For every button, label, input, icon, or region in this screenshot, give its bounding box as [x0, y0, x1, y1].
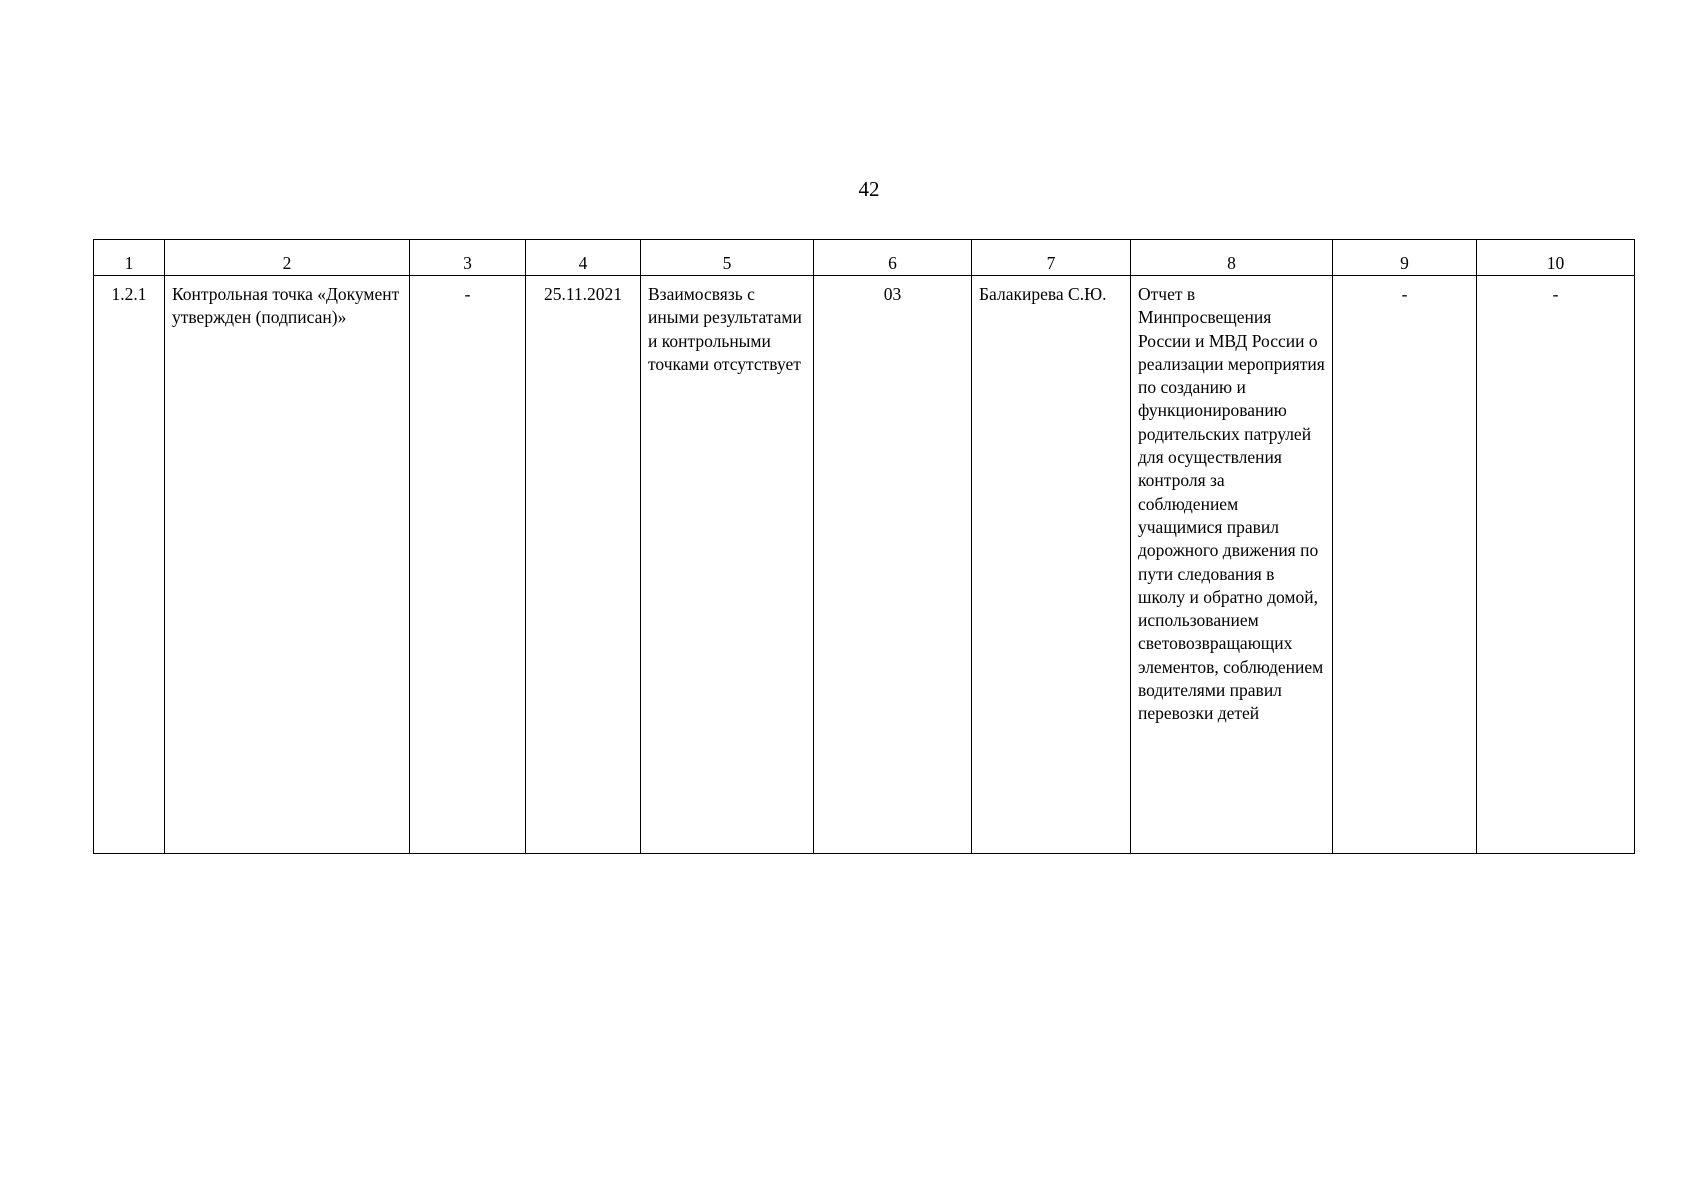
header-cell-10: 10 — [1477, 240, 1635, 276]
table-row — [94, 276, 1635, 854]
document-table — [93, 239, 1635, 854]
date-cell: 25.11.2021 — [526, 276, 641, 854]
code-cell: 03 — [814, 276, 972, 854]
cell-col-3: - — [410, 276, 526, 854]
report-description-cell: Отчет в Минпросвещения России и МВД России о реализации мероприятия по созданию и функционированию родительских патрулей для осуществления контроля за соблюдением учащимися правил дорожного движения по пути следования в школу и обратно домой, использованием световозвращающих элементов, соблюдением водителями правил перевозки детей — [1131, 276, 1333, 854]
header-cell-6: 6 — [814, 240, 972, 276]
table-header-row — [94, 240, 1635, 276]
responsible-person-cell: Балакирева С.Ю. — [972, 276, 1131, 854]
header-cell-9: 9 — [1333, 240, 1477, 276]
cell-col-10: - — [1477, 276, 1635, 854]
header-cell-3: 3 — [410, 240, 526, 276]
relationship-cell: Взаимосвязь с иными результатами и контрольными точками отсутствует — [641, 276, 814, 854]
control-point-name-cell: Контрольная точка «Документ утвержден (подписан)» — [165, 276, 410, 854]
header-cell-2: 2 — [165, 240, 410, 276]
page-number: 42 — [858, 177, 880, 201]
header-cell-7: 7 — [972, 240, 1131, 276]
header-cell-5: 5 — [641, 240, 814, 276]
row-number-cell: 1.2.1 — [94, 276, 165, 854]
header-cell-8: 8 — [1131, 240, 1333, 276]
header-cell-4: 4 — [526, 240, 641, 276]
cell-col-9: - — [1333, 276, 1477, 854]
header-cell-1: 1 — [94, 240, 165, 276]
